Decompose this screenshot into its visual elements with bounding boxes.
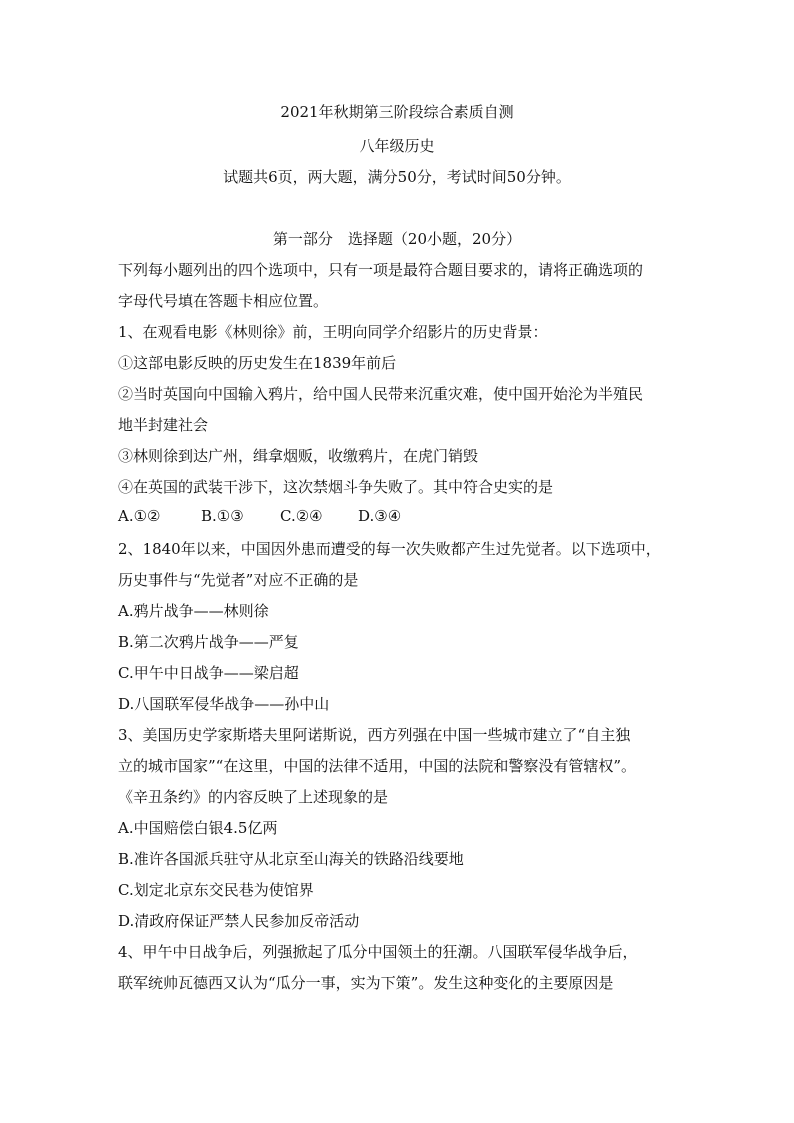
option-d: D.八国联军侵华战争——孙中山 <box>118 695 330 713</box>
question-4-stem: 4、甲午中日战争后，列强掀起了瓜分中国领土的狂潮。八国联军侵华战争后， <box>118 943 638 961</box>
question-4-stem: 联军统帅瓦德西又认为“瓜分一事，实为下策”。发生这种变化的主要原因是 <box>118 974 614 992</box>
exam-subject: 八年级历史 <box>359 137 435 155</box>
option-b: B.①③ <box>201 507 244 525</box>
exam-info: 试题共6页，两大题，满分50分，考试时间50分钟。 <box>223 168 571 186</box>
option-b: B.第二次鸦片战争——严复 <box>118 633 299 651</box>
question-2-stem: 2、1840年以来，中国因外患而遭受的每一次失败都产生过先觉者。以下选项中， <box>118 540 661 558</box>
question-3-stem: 3、美国历史学家斯塔夫里阿诺斯说，西方列强在中国一些城市建立了“自主独 <box>118 726 631 744</box>
option-c: C.划定北京东交民巷为使馆界 <box>118 881 314 899</box>
question-3-stem: 立的城市国家”“在这里，中国的法律不适用，中国的法院和警察没有管辖权”。 <box>118 757 637 775</box>
exam-title: 2021年秋期第三阶段综合素质自测 <box>280 103 514 121</box>
question-1-item: ②当时英国向中国输入鸦片，给中国人民带来沉重灾难，使中国开始沦为半殖民 <box>118 385 644 403</box>
option-c: C.②④ <box>280 507 323 525</box>
option-a: A.中国赔偿白银4.5亿两 <box>118 819 278 837</box>
option-d: D.清政府保证严禁人民参加反帝活动 <box>118 912 360 930</box>
question-1-item: 地半封建社会 <box>118 416 209 434</box>
question-1-options <box>118 507 401 525</box>
section-heading: 第一部分 选择题（20小题，20分） <box>272 230 522 248</box>
question-3-stem: 《辛丑条约》的内容反映了上述现象的是 <box>118 788 389 806</box>
question-1-stem: 1、在观看电影《林则徐》前，王明向同学介绍影片的历史背景： <box>118 323 548 341</box>
instruction-line: 字母代号填在答题卡相应位置。 <box>118 292 329 310</box>
option-d: D.③④ <box>358 507 402 525</box>
question-2-stem: 历史事件与“先觉者”对应不正确的是 <box>118 571 359 589</box>
question-1-item: ③林则徐到达广州，缉拿烟贩，收缴鸦片，在虎门销毁 <box>118 447 479 465</box>
option-b: B.准许各国派兵驻守从北京至山海关的铁路沿线要地 <box>118 850 464 868</box>
option-a: A.①② <box>118 507 161 525</box>
question-1-item: ①这部电影反映的历史发生在1839年前后 <box>118 354 397 372</box>
option-a: A.鸦片战争——林则徐 <box>118 602 269 620</box>
option-c: C.甲午中日战争——梁启超 <box>118 664 299 682</box>
instruction-line: 下列每小题列出的四个选项中，只有一项是最符合题目要求的，请将正确选项的 <box>118 261 644 279</box>
question-1-item: ④在英国的武装干涉下，这次禁烟斗争失败了。其中符合史实的是 <box>118 478 554 496</box>
